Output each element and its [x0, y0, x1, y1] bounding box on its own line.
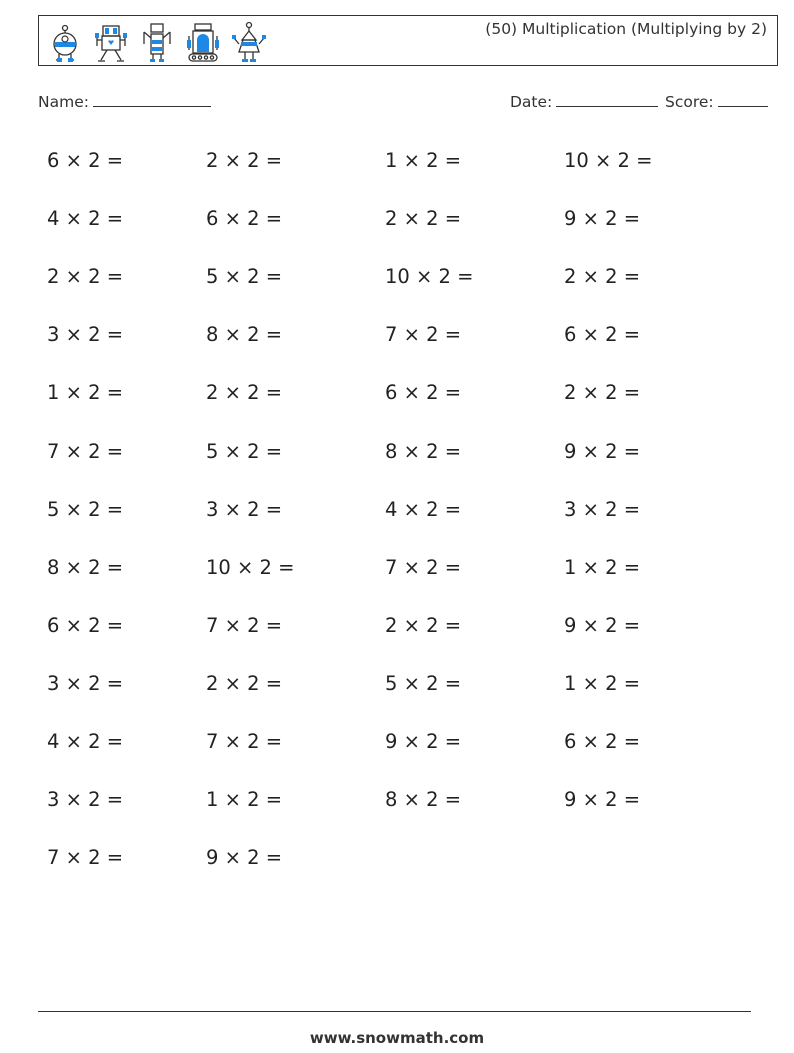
- score-blank: [718, 92, 768, 107]
- worksheet-title: (50) Multiplication (Multiplying by 2): [485, 20, 767, 38]
- robot-heart-icon: [93, 20, 129, 64]
- problem-r7-c4: 3 × 2 =: [564, 497, 641, 521]
- worksheet-header: [38, 15, 778, 66]
- problem-r1-c4: 10 × 2 =: [564, 149, 653, 172]
- problem-r4-c2: 8 × 2 =: [206, 323, 283, 347]
- name-label: Name:: [38, 93, 89, 111]
- date-label: Date:: [510, 93, 553, 111]
- footer-website: www.snowmath.com: [309, 1029, 485, 1047]
- problem-r2-c3: 2 × 2 =: [385, 207, 462, 231]
- problem-r5-c3: 6 × 2 =: [385, 381, 462, 405]
- problem-r11-c2: 7 × 2 =: [206, 730, 283, 753]
- problem-r10-c2: 2 × 2 =: [206, 671, 283, 695]
- problem-r6-c1: 7 × 2 =: [47, 439, 124, 463]
- problem-r7-c1: 5 × 2 =: [47, 497, 124, 521]
- problem-r11-c1: 4 × 2 =: [47, 730, 124, 753]
- problem-r6-c3: 8 × 2 =: [385, 439, 462, 463]
- problem-r4-c3: 7 × 2 =: [385, 323, 462, 347]
- problem-r3-c3: 10 × 2 =: [385, 265, 474, 289]
- problem-r5-c2: 2 × 2 =: [206, 381, 283, 405]
- name-field: [38, 92, 211, 111]
- robot-icons: [47, 20, 267, 64]
- problem-r10-c1: 3 × 2 =: [47, 671, 124, 695]
- date-field: [510, 92, 658, 111]
- problem-r6-c4: 9 × 2 =: [564, 439, 641, 463]
- problem-r10-c4: 1 × 2 =: [564, 671, 641, 695]
- problem-r8-c4: 1 × 2 =: [564, 555, 641, 579]
- problem-r3-c4: 2 × 2 =: [564, 265, 641, 289]
- score-field: [665, 92, 768, 111]
- robot-round-icon: [47, 20, 83, 64]
- problem-r3-c1: 2 × 2 =: [47, 265, 124, 289]
- problem-r10-c3: 5 × 2 =: [385, 671, 462, 695]
- problem-r4-c4: 6 × 2 =: [564, 323, 641, 347]
- problem-r2-c1: 4 × 2 =: [47, 207, 124, 231]
- name-blank: [93, 92, 211, 107]
- problem-r12-c1: 3 × 2 =: [47, 788, 124, 812]
- problem-r13-c1: 7 × 2 =: [47, 846, 124, 870]
- problem-r8-c3: 7 × 2 =: [385, 555, 462, 579]
- problem-r13-c2: 9 × 2 =: [206, 846, 283, 870]
- problem-r7-c3: 4 × 2 =: [385, 497, 462, 521]
- problem-r3-c2: 5 × 2 =: [206, 265, 283, 289]
- problem-r1-c2: 2 × 2 =: [206, 149, 283, 172]
- problem-r12-c3: 8 × 2 =: [385, 788, 462, 812]
- problem-r8-c2: 10 × 2 =: [206, 555, 295, 579]
- problem-r7-c2: 3 × 2 =: [206, 497, 283, 521]
- problem-r9-c2: 7 × 2 =: [206, 613, 283, 637]
- problem-r1-c3: 1 × 2 =: [385, 149, 462, 172]
- score-label: Score:: [665, 93, 714, 111]
- problem-r1-c1: 6 × 2 =: [47, 149, 124, 172]
- problem-r2-c4: 9 × 2 =: [564, 207, 641, 231]
- problem-r9-c1: 6 × 2 =: [47, 613, 124, 637]
- problem-r9-c3: 2 × 2 =: [385, 613, 462, 637]
- robot-tall-icon: [139, 20, 175, 64]
- problem-r12-c2: 1 × 2 =: [206, 788, 283, 812]
- robot-tank-icon: [185, 20, 221, 64]
- problem-r5-c4: 2 × 2 =: [564, 381, 641, 405]
- problem-r2-c2: 6 × 2 =: [206, 207, 283, 231]
- problem-r12-c4: 9 × 2 =: [564, 788, 641, 812]
- problem-r9-c4: 9 × 2 =: [564, 613, 641, 637]
- robot-antenna-icon: [231, 20, 267, 64]
- problem-r4-c1: 3 × 2 =: [47, 323, 124, 347]
- date-blank: [556, 92, 658, 107]
- problem-r6-c2: 5 × 2 =: [206, 439, 283, 463]
- footer-divider: [38, 1011, 751, 1012]
- problem-r8-c1: 8 × 2 =: [47, 555, 124, 579]
- problem-r11-c3: 9 × 2 =: [385, 730, 462, 753]
- problem-r5-c1: 1 × 2 =: [47, 381, 124, 405]
- problem-r11-c4: 6 × 2 =: [564, 730, 641, 753]
